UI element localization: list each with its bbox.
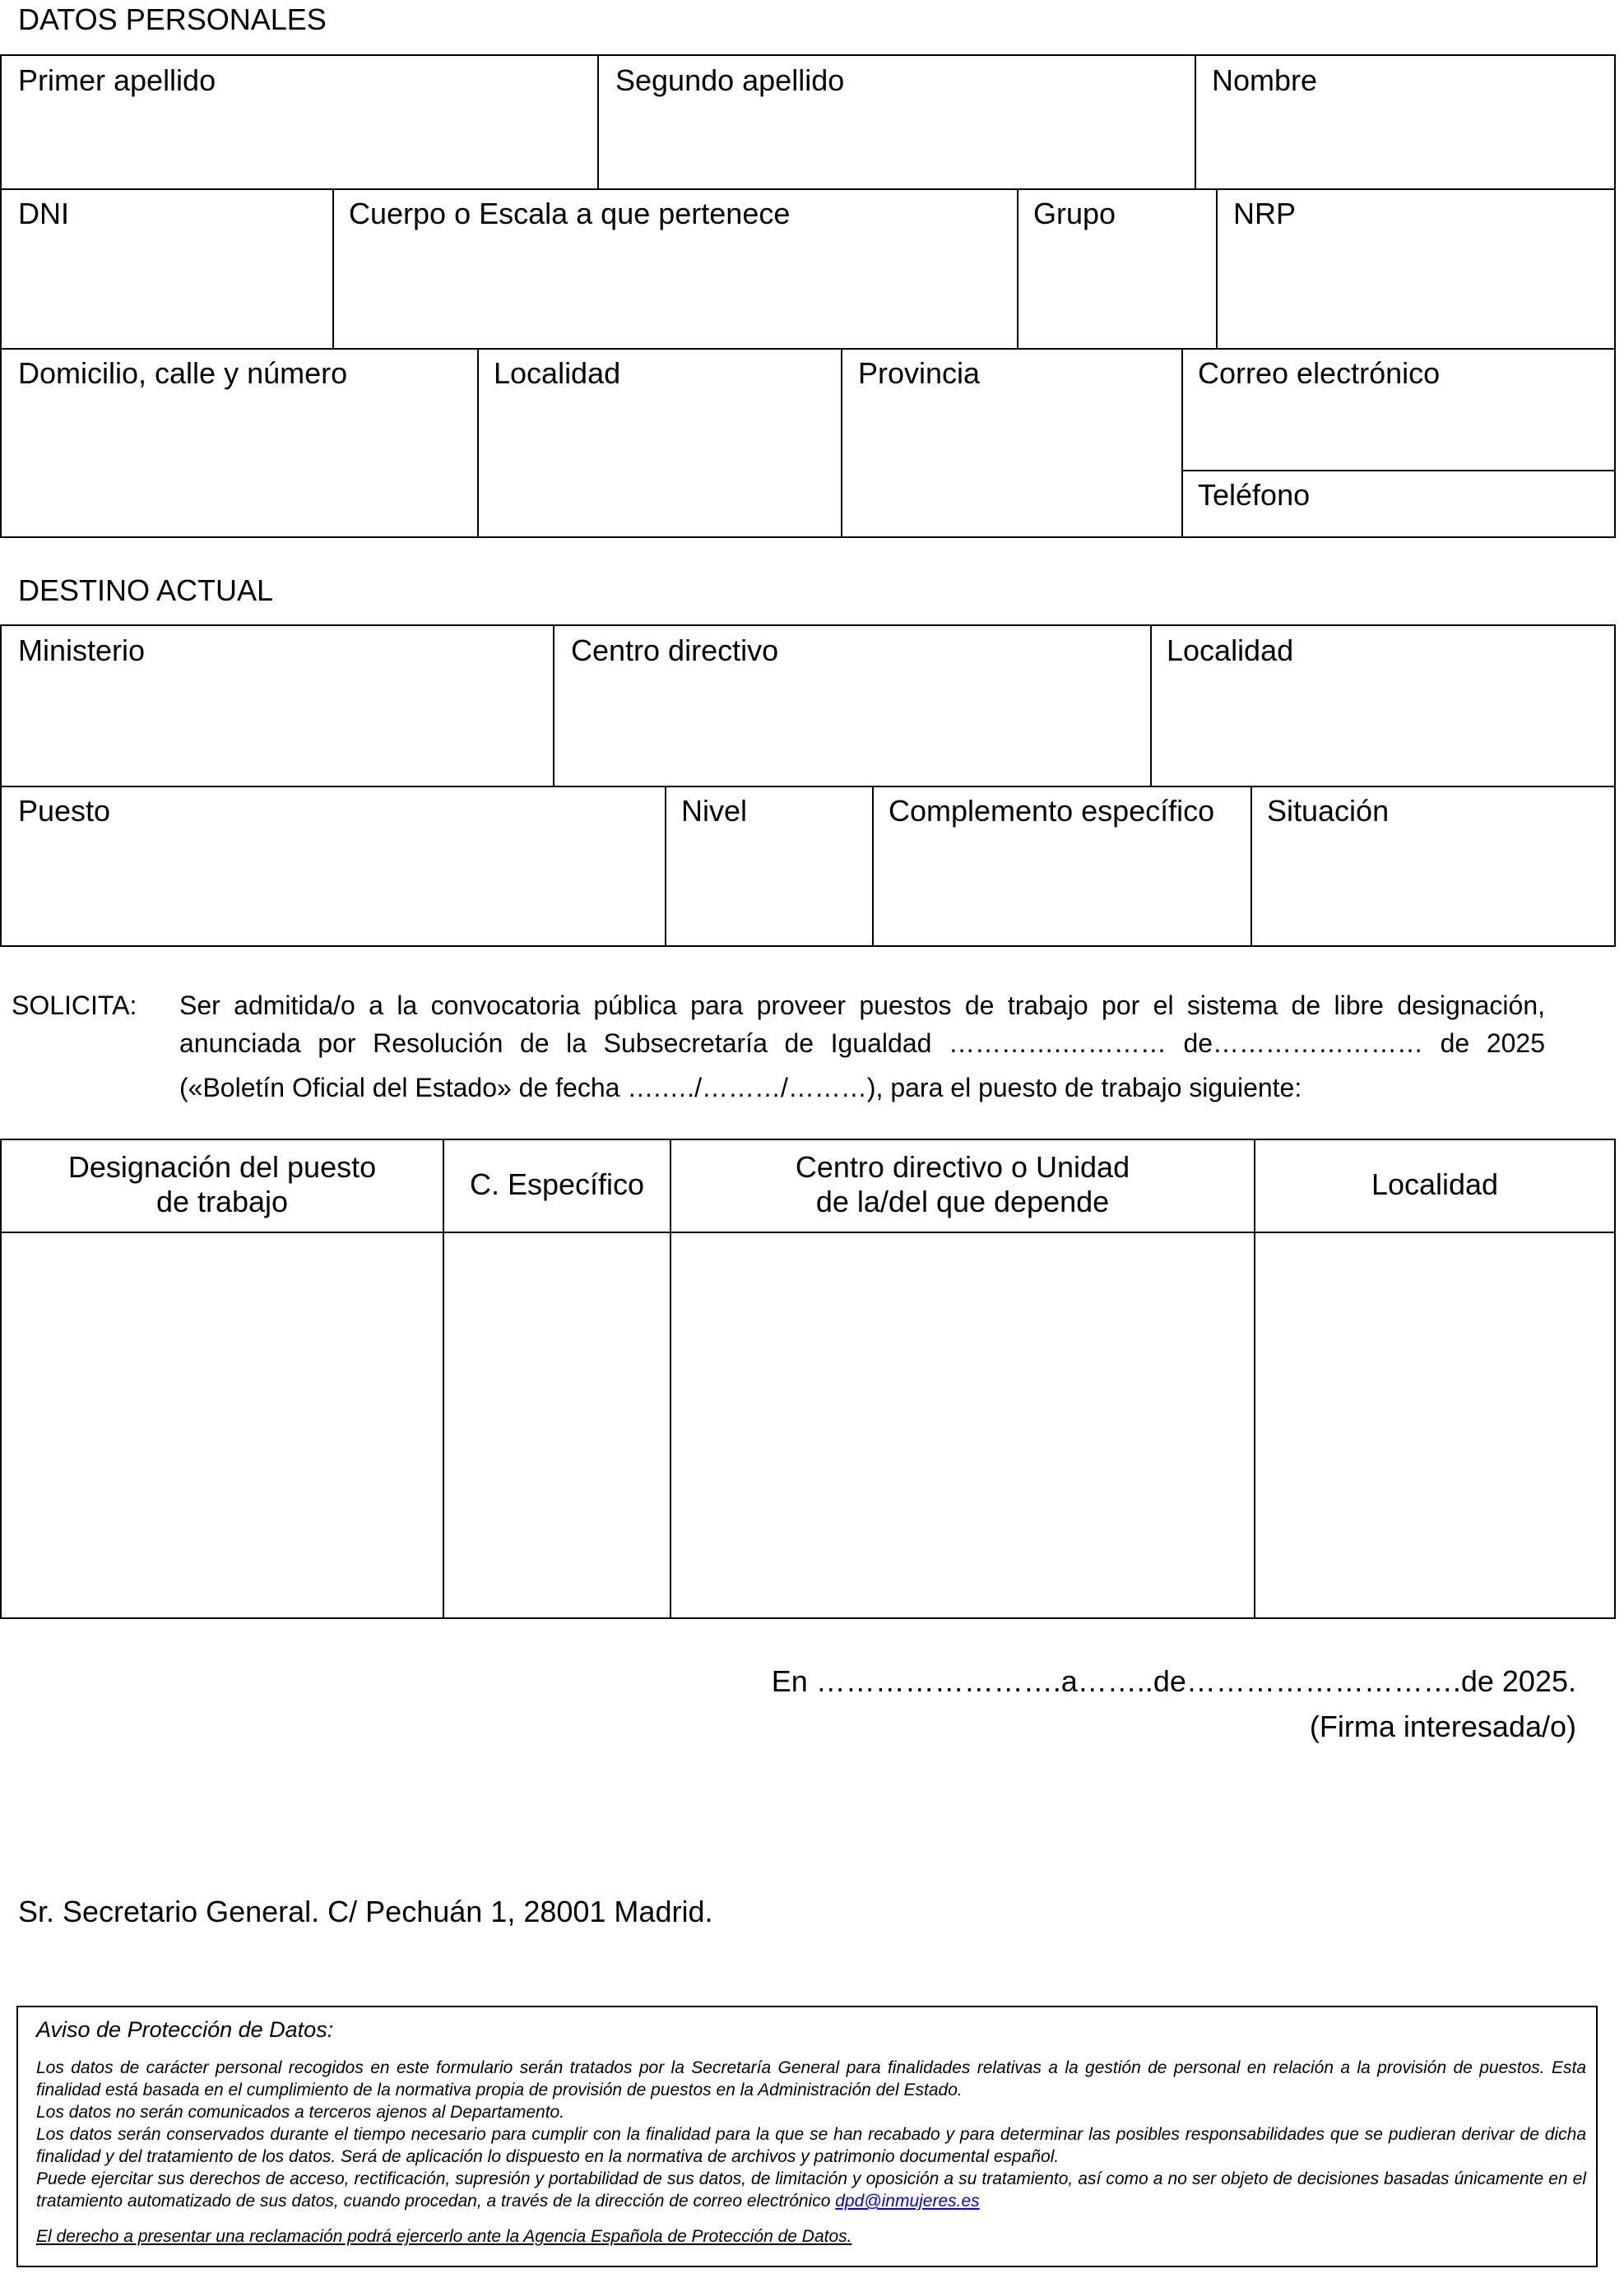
- localidad-label: Localidad: [494, 356, 621, 390]
- divider: [1181, 348, 1183, 538]
- solicita-label: SOLICITA:: [12, 991, 137, 1020]
- header-localidad: Localidad: [1371, 1167, 1499, 1201]
- grupo-label: Grupo: [1033, 197, 1116, 230]
- header-designacion-line-2: de trabajo: [155, 1185, 289, 1218]
- divider: [332, 188, 334, 350]
- domicilio-label: Domicilio, calle y número: [18, 356, 348, 390]
- signature-label: (Firma interesada/o): [1309, 1710, 1576, 1743]
- telefono-label: Teléfono: [1198, 478, 1311, 512]
- divider: [1254, 1140, 1255, 1617]
- nrp-label: NRP: [1233, 197, 1297, 230]
- cuerpo-label: Cuerpo o Escala a que pertenece: [349, 197, 791, 230]
- divider: [1017, 188, 1018, 350]
- addressee: Sr. Secretario General. C/ Pechuán 1, 28001 Madrid.: [18, 1895, 713, 1928]
- puesto-table: [0, 1139, 1616, 1619]
- ministerio-label: Ministerio: [18, 633, 146, 667]
- complemento-label: Complemento específico: [889, 794, 1215, 828]
- dpd-email-link[interactable]: dpd@inmujeres.es: [835, 2192, 980, 2211]
- divider: [1150, 626, 1152, 787]
- header-especifico: C. Específico: [469, 1167, 645, 1201]
- solicita-line-1: Ser admitida/o a la convocatoria pública para proveer puestos de trabajo por el sistema de libre designación,: [179, 991, 1545, 1020]
- correo-label: Correo electrónico: [1198, 356, 1441, 390]
- divider: [597, 56, 599, 190]
- puesto-label: Puesto: [18, 794, 111, 828]
- segundo-apellido-label: Segundo apellido: [615, 63, 845, 97]
- divider: [2, 786, 1614, 787]
- divider: [1216, 188, 1218, 350]
- divider: [477, 348, 479, 538]
- header-centro-line-2: de la/del que depende: [815, 1185, 1110, 1218]
- divider: [2, 1232, 1614, 1233]
- nivel-label: Nivel: [681, 794, 748, 828]
- destino-table: [0, 624, 1616, 947]
- header-designacion: [2, 1150, 443, 1219]
- divider: [1250, 786, 1252, 945]
- destino-section-title: DESTINO ACTUAL: [18, 573, 274, 607]
- header-designacion-line-1: Designación del puesto: [67, 1150, 377, 1184]
- nombre-label: Nombre: [1212, 63, 1318, 97]
- divider: [872, 786, 874, 945]
- divider: [443, 1140, 444, 1617]
- solicita-line-2: anunciada por Resolución de la Subsecretaría de Igualdad ………….………… de…………………… de 2025: [179, 1028, 1545, 1058]
- signature-place-date: En …………………….a……..de……………………….de 2025.: [771, 1664, 1576, 1698]
- situacion-label: Situación: [1267, 794, 1390, 828]
- notice-footer: El derecho a presentar una reclamación podrá ejercerlo ante la Agencia Española de Protección de Datos.: [36, 2227, 852, 2246]
- dni-label: DNI: [18, 197, 69, 230]
- header-centro-line-1: Centro directivo o Unidad: [795, 1150, 1130, 1184]
- notice-paragraph-2: Los datos no serán comunicados a terceros ajenos al Departamento.: [36, 2103, 565, 2122]
- notice-paragraph-1: Los datos de carácter personal recogidos en este formulario serán tratados por la Secretaría General para finalidades relativas a la gestión de personal en relación a la provisión de puestos. Esta finalidad está basada en el cumplimiento de la normativa propia de provisión de puestos en la Administración del Estado.: [36, 2058, 1586, 2099]
- provincia-label: Provincia: [858, 356, 981, 390]
- header-centro-directivo: [671, 1150, 1254, 1219]
- notice-title: Aviso de Protección de Datos:: [36, 2017, 334, 2042]
- personal-section-title: DATOS PERSONALES: [18, 2, 327, 36]
- solicita-line-3: («Boletín Oficial del Estado» de fecha ….…./………/………), para el puesto de trabajo siguiente:: [179, 1073, 1302, 1102]
- divider: [553, 626, 554, 787]
- centro-directivo-label: Centro directivo: [571, 633, 779, 667]
- notice-paragraph-3: Los datos serán conservados durante el tiempo necesario para cumplir con la finalidad para la que se han recabado y para determinar las posibles responsabilidades que se pudieran derivar de dicha finalidad y del tratamiento de los datos. Será de aplicación lo dispuesto en la normativa de archivos y patrimonio documental español.: [36, 2125, 1586, 2166]
- divider: [2, 188, 1614, 190]
- divider: [1195, 56, 1196, 190]
- notice-paragraph-4: [36, 2168, 1586, 2212]
- divider: [2, 348, 1614, 350]
- divider: [841, 348, 842, 538]
- divider: [665, 786, 666, 945]
- personal-data-table: [0, 54, 1616, 538]
- primer-apellido-label: Primer apellido: [18, 63, 216, 97]
- destino-localidad-label: Localidad: [1167, 633, 1294, 667]
- divider: [1181, 470, 1614, 471]
- notice-paragraph-4-text: Puede ejercitar sus derechos de acceso, rectificación, supresión y portabilidad de sus datos, de limitación y oposición a su tratamiento, así como a no ser objeto de decisiones basadas únicamente en el tratamiento automatizado de sus datos, cuando procedan, a través de la dirección de correo electrónico: [36, 2169, 1586, 2211]
- data-protection-notice: [16, 2006, 1598, 2267]
